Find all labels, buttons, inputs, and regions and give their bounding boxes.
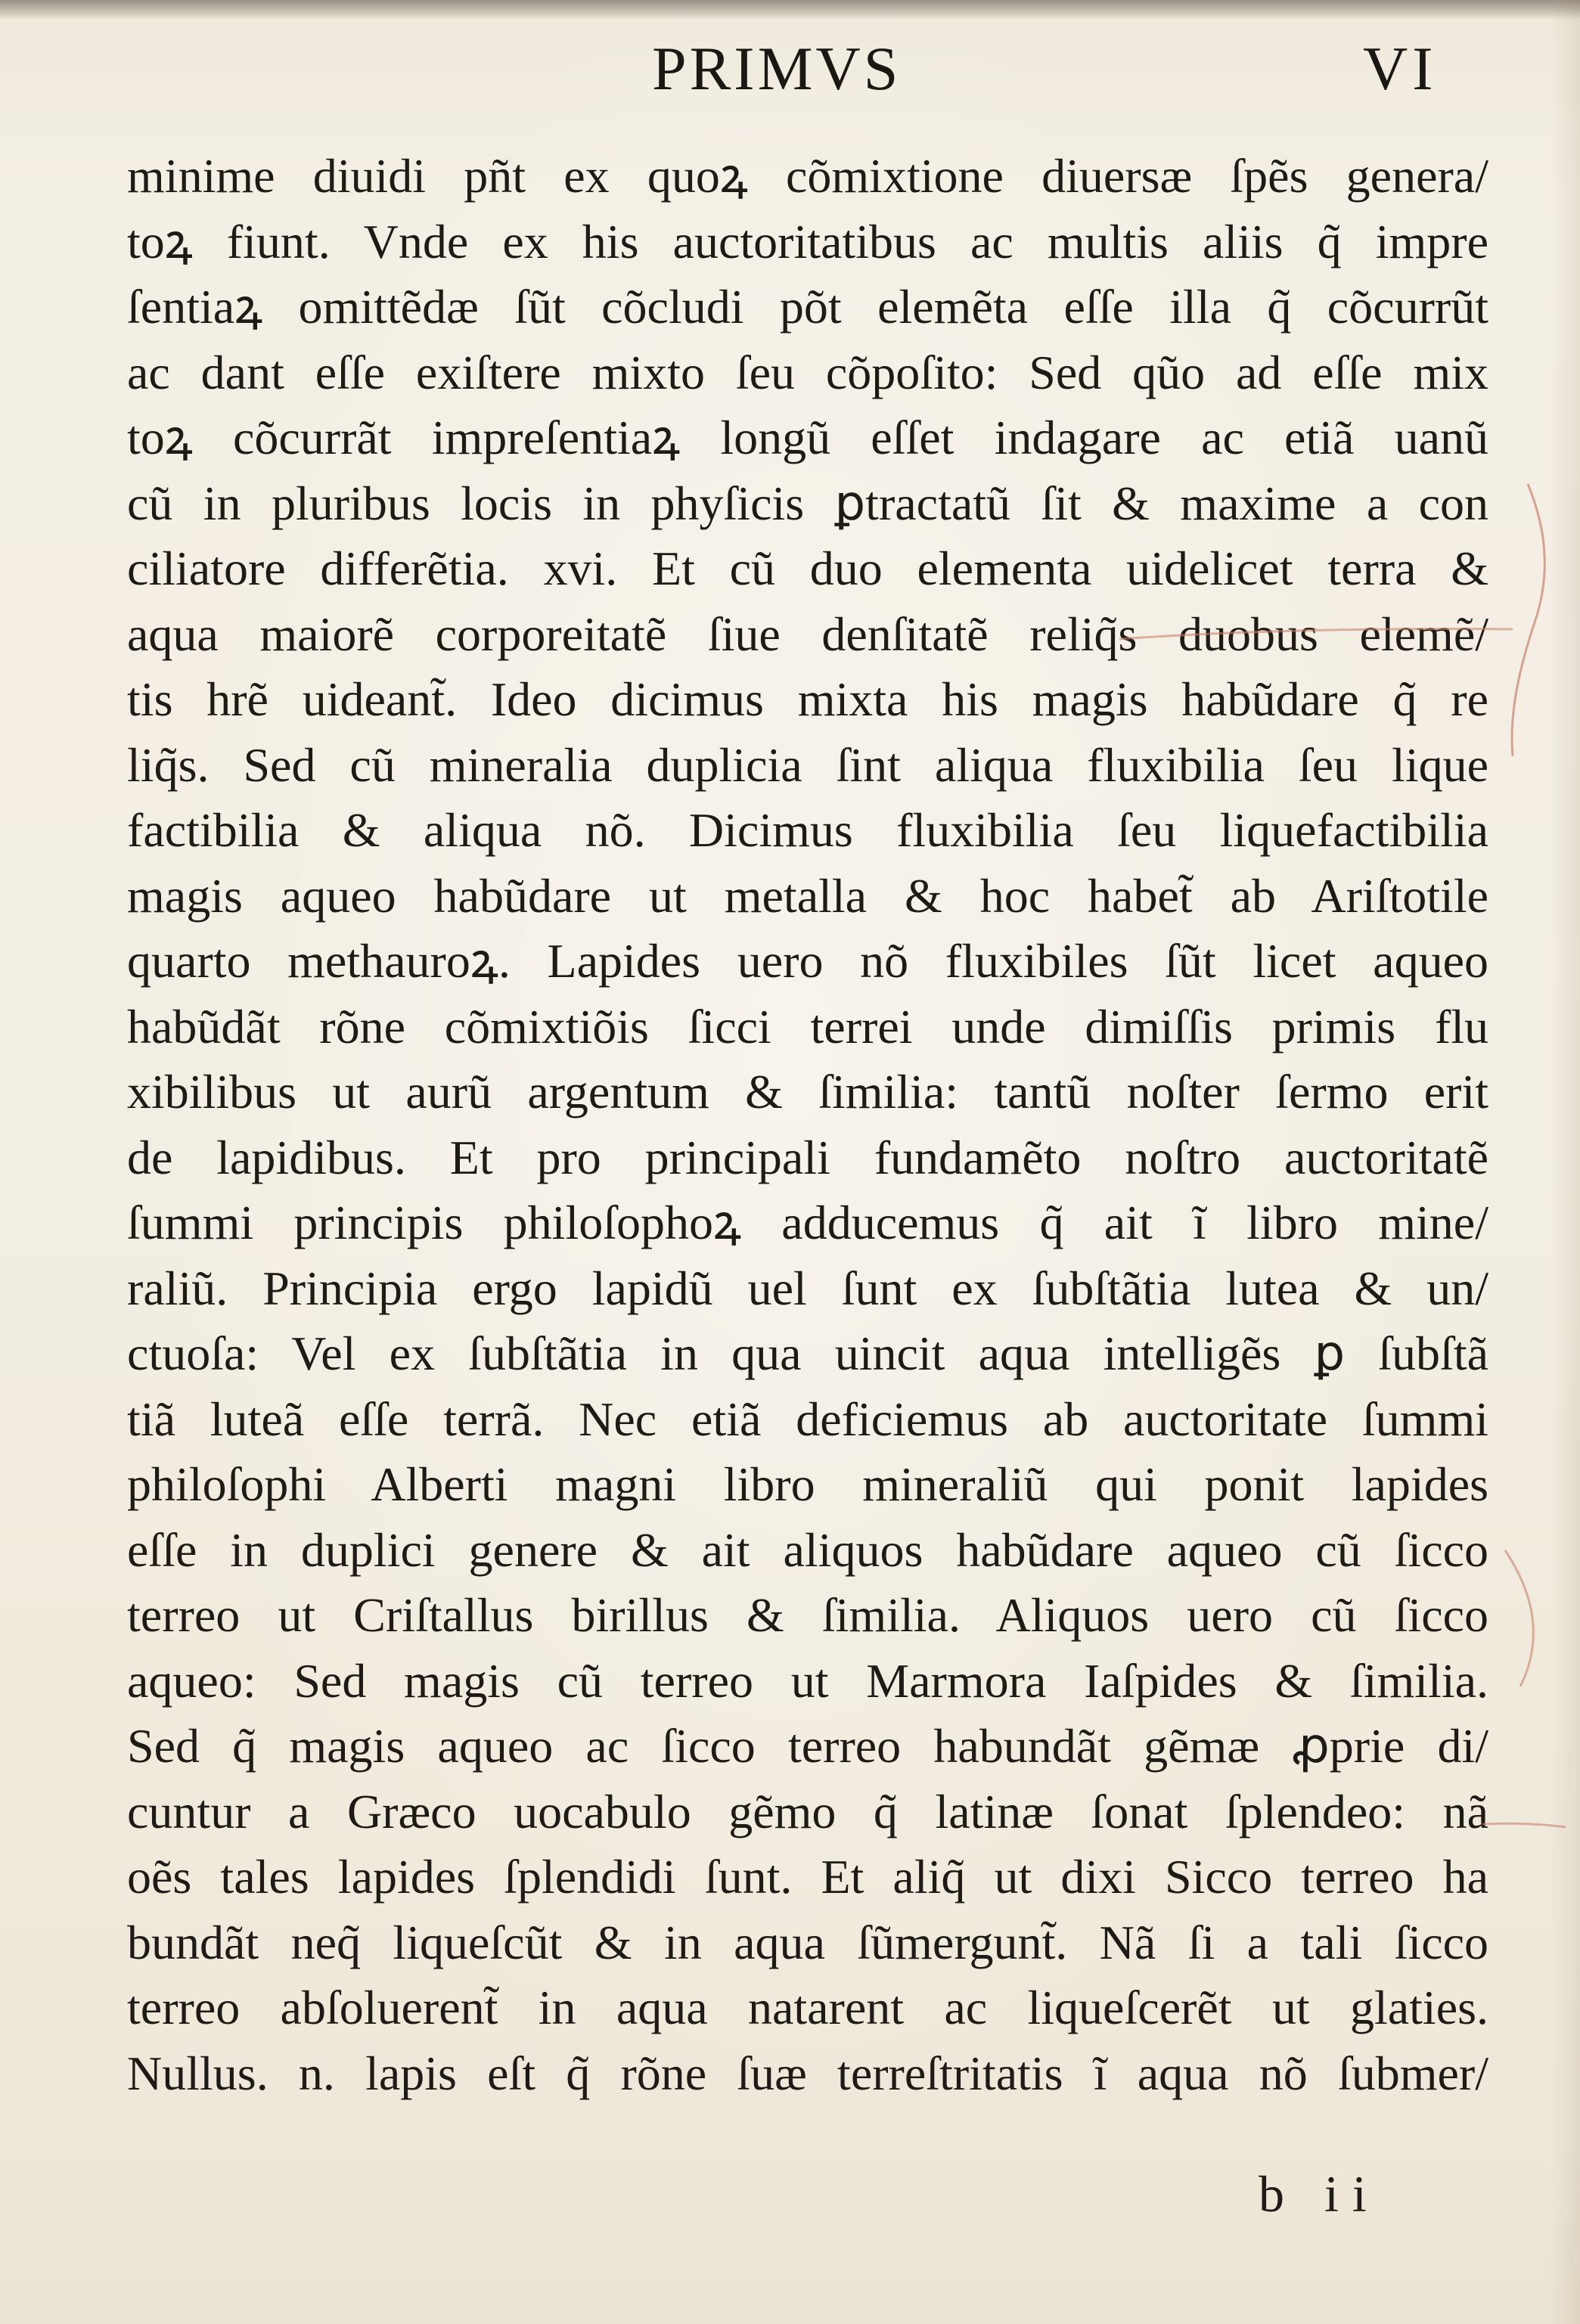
text-line: magis aqueo habũdare ut metalla & hoc habet̃ ab Ariſtotile <box>127 868 1488 923</box>
pencil-bracket-lower <box>1505 1550 1533 1686</box>
text-line: raliũ. Principia ergo lapidũ uel ſunt ex ſubſtãtia lutea & un/ <box>127 1261 1488 1315</box>
text-line: bundãt neq̃ liqueſcũt & in aqua ſũmergunt̃. Nã ſi a tali ſicco <box>127 1915 1488 1969</box>
signature-mark: b ii <box>1259 2165 1380 2223</box>
text-line: tiã luteã eſſe terrã. Nec etiã deficiemus ab auctoritate ſummi <box>127 1392 1488 1446</box>
text-line: liq̃s. Sed cũ mineralia duplicia ſint aliqua fluxibilia ſeu lique <box>127 737 1488 792</box>
text-line: xibilibus ut aurũ argentum & ſimilia: tantũ noſter ſermo erit <box>127 1065 1488 1119</box>
text-line: ctuoſa: Vel ex ſubſtãtia in qua uincit aqua intelligẽs ꝑ ſubſtã <box>127 1326 1488 1380</box>
text-line: oẽs tales lapides ſplendidi ſunt. Et aliq̃ ut dixi Sicco terreo ha <box>127 1850 1488 1904</box>
running-title: PRIMVS <box>652 34 902 103</box>
text-line: ſummi principis philoſophoꝝ adducemus q̃ ait ĩ libro mine/ <box>127 1196 1488 1249</box>
text-line: Sed q̃ magis aqueo ac ſicco terreo habundãt gẽmæ ꝓprie di/ <box>127 1719 1488 1773</box>
text-line: toꝝ cõcurrãt impreſentiaꝝ longũ eſſet indagare ac etiã uanũ <box>127 411 1488 464</box>
folio-number: VI <box>1363 34 1438 103</box>
text-line: ſentiaꝝ omittẽdæ ſũt cõcludi põt elemẽta eſſe illa q̃ cõcurrũt <box>127 280 1488 334</box>
pencil-mark-lower <box>1482 1823 1566 1827</box>
text-line: aqueo: Sed magis cũ terreo ut Marmora Iaſpides & ſimilia. <box>127 1653 1488 1708</box>
pencil-bracket-upper <box>1512 484 1544 756</box>
text-line: Nullus. n. lapis eſt q̃ rõne ſuæ terreſtritatis ĩ aqua nõ ſubmer/ <box>127 2046 1488 2100</box>
text-line: minime diuidi pñt ex quoꝝ cõmixtione diuersæ ſpẽs genera/ <box>127 149 1488 203</box>
text-line: toꝝ fiunt. Vnde ex his auctoritatibus ac multis aliis q̃ impre <box>127 214 1488 268</box>
text-line: cũ in pluribus locis in phyſicis ꝑtractatũ ſit & maxime a con <box>127 476 1488 530</box>
text-line: cuntur a Græco uocabulo gẽmo q̃ latinæ ſonat ſplendeo: nã <box>127 1784 1488 1838</box>
text-line: eſſe in duplici genere & ait aliquos habũdare aqueo cũ ſicco <box>127 1522 1488 1577</box>
running-head <box>0 33 1580 101</box>
text-line: quarto methauroꝝ. Lapides uero nõ fluxibiles ſũt licet aqueo <box>127 934 1488 988</box>
text-line: terreo abſoluerent̃ in aqua natarent ac liqueſcerẽt ut glaties. <box>127 1981 1488 2034</box>
text-line: ciliatore differẽtia. xvi. Et cũ duo elementa uidelicet terra & <box>127 541 1488 595</box>
text-line: philoſophi Alberti magni libro mineraliũ qui ponit lapides <box>127 1457 1488 1511</box>
text-line: de lapidibus. Et pro principali fundamẽto noſtro auctoritatẽ <box>127 1130 1488 1184</box>
text-line: terreo ut Criſtallus birillus & ſimilia. Aliquos uero cũ ſicco <box>127 1588 1488 1642</box>
text-line: habũdãt rõne cõmixtiõis ſicci terrei unde dimiſſis primis flu <box>127 999 1488 1053</box>
text-line: aqua maiorẽ corporeitatẽ ſiue denſitatẽ reliq̃s duobus elemẽ/ <box>127 607 1488 661</box>
text-line: tis hrẽ uideant̃. Ideo dicimus mixta his magis habũdare q̃ re <box>127 672 1488 726</box>
text-line: ac dant eſſe exiſtere mixto ſeu cõpoſito: Sed qũo ad eſſe mix <box>127 345 1488 399</box>
text-block <box>127 144 1488 2106</box>
text-line: factibilia & aliqua nõ. Dicimus fluxibilia ſeu liquefactibilia <box>127 803 1488 857</box>
